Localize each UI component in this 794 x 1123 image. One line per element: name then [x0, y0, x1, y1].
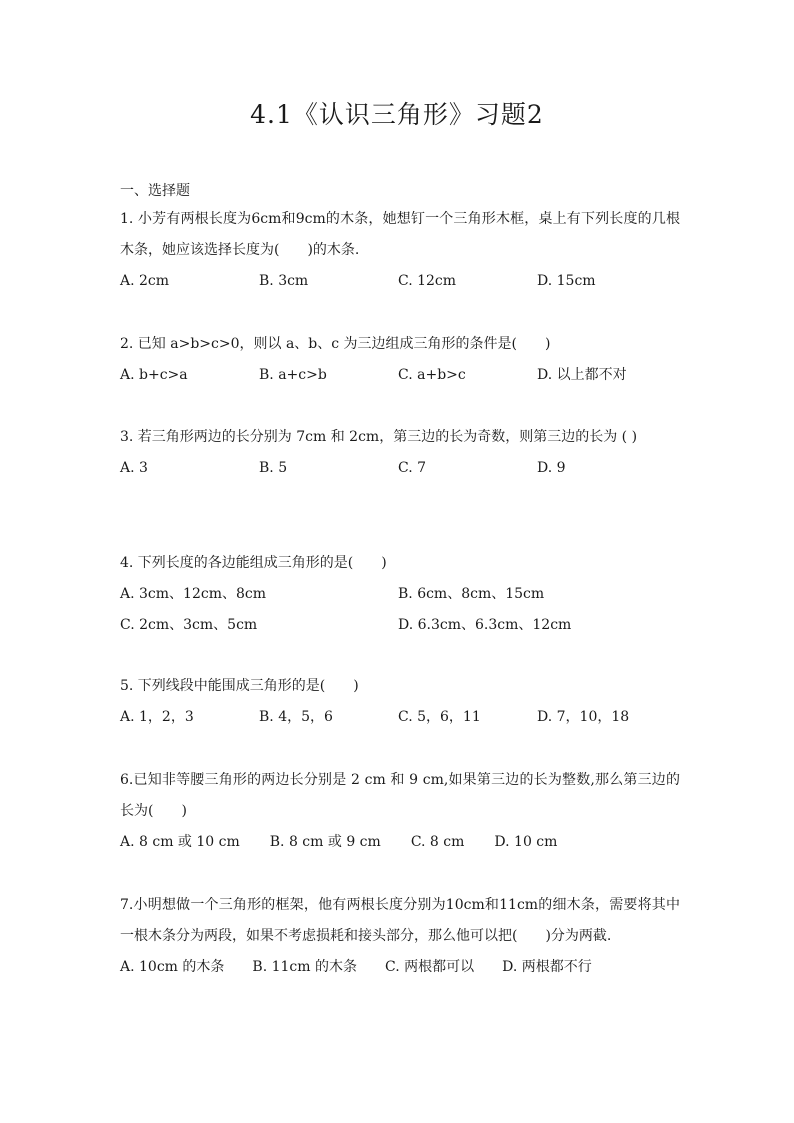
option-row — [120, 579, 680, 610]
question-stem: 6.已知非等腰三角形的两边长分别是 2 cm 和 9 cm,如果第三边的长为整数,那么第三边的长为( ) — [120, 772, 680, 819]
option-d: D. 9 — [537, 460, 566, 476]
option-row — [120, 453, 680, 484]
option-d: D. 15cm — [537, 273, 596, 289]
option-a: A. 2cm — [120, 273, 170, 289]
option-c: C. 8 cm — [410, 834, 465, 850]
option-c: C. 5，6，11 — [398, 709, 481, 725]
option-a: A. 1，2，3 — [120, 709, 194, 725]
section-heading: 一、选择题 — [120, 183, 190, 199]
question-stem: 3. 若三角形两边的长分别为 7cm 和 2cm，第三边的长为奇数，则第三边的长为 ( ) — [120, 429, 638, 445]
option-row — [120, 610, 680, 641]
option-a: A. 3cm、12cm、8cm — [120, 586, 266, 602]
question-stem: 1. 小芳有两根长度为6cm和9cm的木条，她想钉一个三角形木框，桌上有下列长度的几根木条，她应该选择长度为( )的木条. — [120, 211, 680, 258]
option-d: D. 7，10，18 — [537, 709, 630, 725]
question-2 — [120, 329, 680, 391]
option-d: D. 6.3cm、6.3cm、12cm — [398, 617, 572, 633]
option-b: B. 4，5，6 — [259, 709, 333, 725]
question-stem: 2. 已知 a>b>c>0，则以 a、b、c 为三边组成三角形的条件是( ) — [120, 336, 551, 352]
option-b: B. 3cm — [259, 273, 309, 289]
option-d: D. 以上都不对 — [537, 367, 627, 383]
option-c: C. 2cm、3cm、5cm — [120, 617, 258, 633]
question-1 — [120, 204, 680, 297]
option-d: D. 两根都不行 — [502, 959, 592, 975]
option-c: C. a+b>c — [398, 367, 466, 383]
option-a: A. b+c>a — [120, 367, 188, 383]
option-row — [120, 827, 680, 858]
option-row — [120, 360, 680, 391]
option-c: C. 7 — [398, 460, 427, 476]
option-a: A. 3 — [120, 460, 148, 476]
question-stem: 4. 下列长度的各边能组成三角形的是( ) — [120, 555, 387, 571]
option-b: B. 11cm 的木条 — [252, 959, 357, 975]
option-b: B. a+c>b — [259, 367, 327, 383]
question-3 — [120, 422, 680, 484]
question-5 — [120, 671, 680, 733]
question-7 — [120, 890, 680, 983]
option-b: B. 8 cm 或 9 cm — [269, 834, 381, 850]
question-4 — [120, 548, 680, 641]
page-title: 4.1《认识三角形》习题2 — [250, 100, 544, 129]
option-row — [120, 952, 680, 983]
option-c: C. 两根都可以 — [384, 959, 475, 975]
option-row — [120, 266, 680, 297]
question-stem: 7.小明想做一个三角形的框架，他有两根长度分别为10cm和11cm的细木条，需要将其中一根木条分为两段，如果不考虑损耗和接头部分，那么他可以把( )分为两截. — [120, 897, 680, 944]
option-row — [120, 702, 680, 733]
option-c: C. 12cm — [398, 273, 457, 289]
option-b: B. 6cm、8cm、15cm — [398, 586, 545, 602]
option-d: D. 10 cm — [494, 834, 558, 850]
option-a: A. 10cm 的木条 — [120, 959, 225, 975]
question-6 — [120, 765, 680, 858]
option-b: B. 5 — [259, 460, 288, 476]
question-stem: 5. 下列线段中能围成三角形的是( ) — [120, 678, 359, 694]
option-a: A. 8 cm 或 10 cm — [120, 834, 240, 850]
